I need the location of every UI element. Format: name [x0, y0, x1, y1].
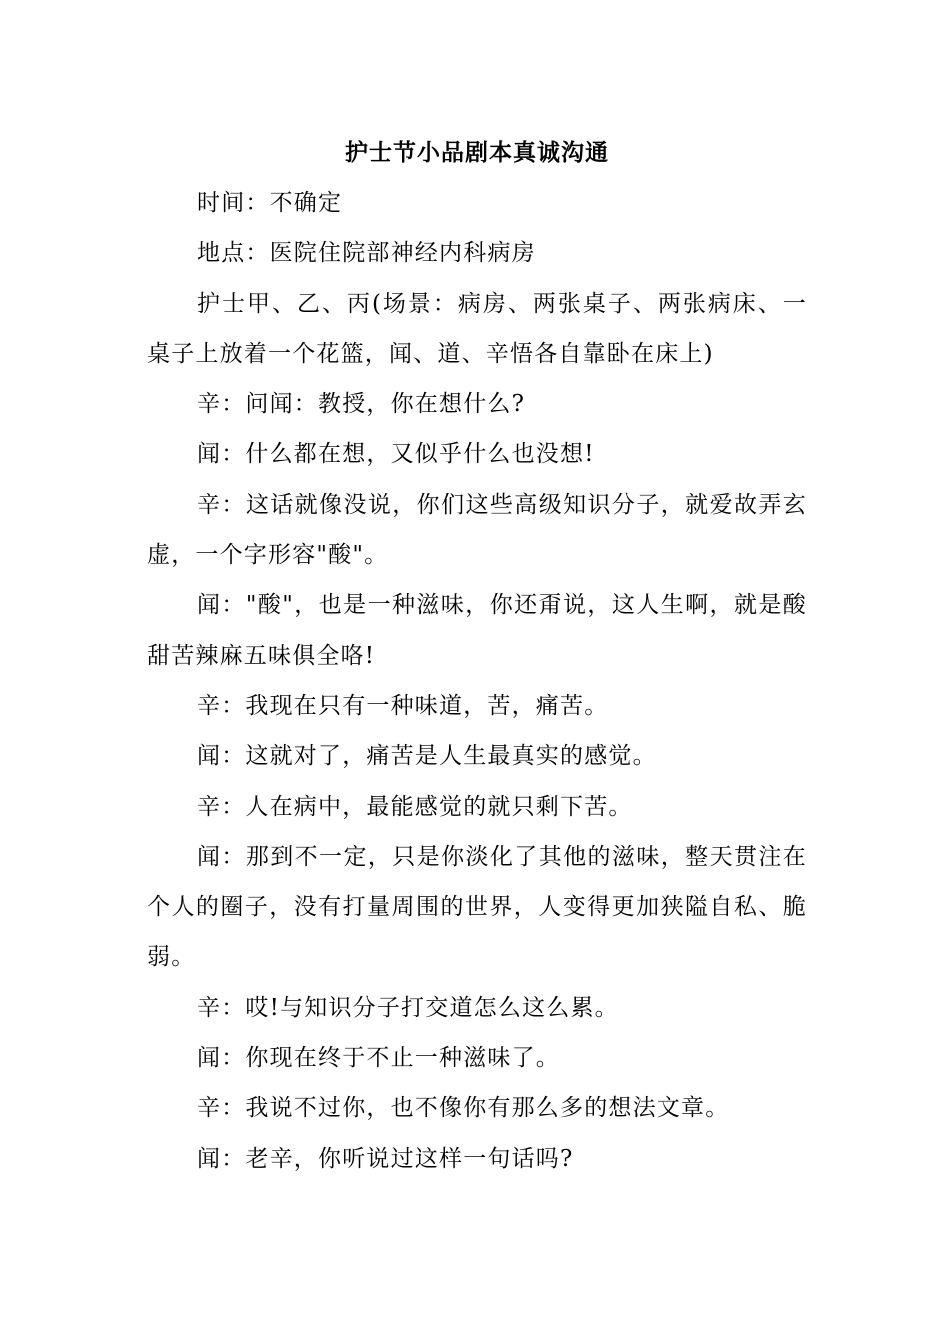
paragraph-location: 地点：医院住院部神经内科病房	[197, 240, 536, 267]
dialogue-line: 辛：哎!与知识分子打交道怎么这么累。	[197, 994, 619, 1021]
document-page	[147, 128, 807, 1184]
paragraph-time: 时间：不确定	[197, 190, 343, 216]
dialogue-line: 辛：这话就像没说，你们这些高级知识分子，就爱故弄玄虚，一个字形容"酸"。	[147, 491, 807, 569]
dialogue-line: 辛：我现在只有一种味道，苦，痛苦。	[197, 692, 609, 719]
dialogue-line: 闻：你现在终于不止一种滋味了。	[197, 1045, 560, 1072]
dialogue-line: 闻：什么都在想，又似乎什么也没想!	[197, 441, 595, 468]
dialogue-line: 辛：我说不过你，也不像你有那么多的想法文章。	[197, 1095, 730, 1122]
dialogue-line: 辛：人在病中，最能感觉的就只剩下苦。	[197, 793, 633, 820]
document-title: 护士节小品剧本真诚沟通	[345, 139, 609, 166]
dialogue-line: 闻：这就对了，痛苦是人生最真实的感觉。	[197, 743, 657, 770]
dialogue-line: 闻：老辛，你听说过这样一句话吗?	[197, 1145, 574, 1172]
dialogue-line: 辛：问闻：教授，你在想什么?	[197, 391, 526, 418]
dialogue-line: 闻：那到不一定，只是你淡化了其他的滋味，整天贯注在个人的圈子，没有打量周围的世界，人变得更加狭隘自私、脆弱。	[147, 843, 807, 971]
paragraph-cast-scene: 护士甲、乙、丙(场景：病房、两张桌子、两张病床、一桌子上放着一个花篮，闻、道、辛悟各自靠卧在床上)	[147, 290, 807, 367]
dialogue-line: 闻："酸"，也是一种滋味，你还甭说，这人生啊，就是酸甜苦辣麻五味俱全咯!	[147, 592, 807, 669]
